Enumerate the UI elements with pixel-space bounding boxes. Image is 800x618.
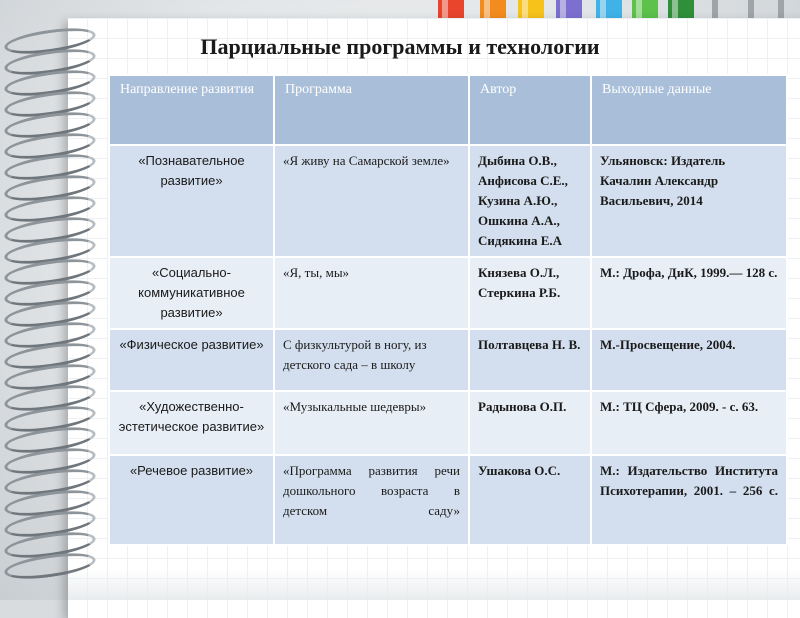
cell-publication: Ульяновск: Издатель Качалин Александр Васильевич, 2014 [591, 145, 787, 257]
page-title: Парциальные программы и технологии [200, 34, 600, 59]
cell-direction: «Социально-коммуникативное развитие» [109, 257, 274, 329]
cell-author: Полтавцева Н. В. [469, 329, 591, 391]
cell-publication: М.-Просвещение, 2004. [591, 329, 787, 391]
cell-author: Князева О.Л., Стеркина Р.Б. [469, 257, 591, 329]
cell-direction: «Художественно-эстетическое развитие» [109, 391, 274, 455]
cell-author: Ушакова О.С. [469, 455, 591, 545]
header-author: Автор [469, 75, 591, 145]
cell-program: «Я, ты, мы» [274, 257, 469, 329]
notebook-spiral [0, 30, 90, 590]
cell-direction: «Познавательное развитие» [109, 145, 274, 257]
cell-program: «Программа развития речи дошкольного возраста в детском саду» [274, 455, 469, 545]
cell-direction: «Физическое развитие» [109, 329, 274, 391]
sheet-bottom-fade [68, 570, 800, 600]
cell-program: «Я живу на Самарской земле» [274, 145, 469, 257]
cell-author: Дыбина О.В., Анфисова С.Е., Кузина А.Ю., Ошкина А.А., Сидякина Е.А [469, 145, 591, 257]
cell-publication: М.: Издательство Института Психотерапии, 2001. – 256 с. [591, 455, 787, 545]
table-row [109, 329, 787, 391]
cell-program: С физкультурой в ногу, из детского сада – в школу [274, 329, 469, 391]
cell-publication: М.: Дрофа, ДиК, 1999.— 128 с. [591, 257, 787, 329]
cell-direction: «Речевое развитие» [109, 455, 274, 545]
cell-program: «Музыкальные шедевры» [274, 391, 469, 455]
cell-publication: М.: ТЦ Сфера, 2009. - с. 63. [591, 391, 787, 455]
table-row [109, 455, 787, 545]
programs-table [108, 74, 788, 546]
table-header-row [109, 75, 787, 145]
header-program: Программа [274, 75, 469, 145]
table-row [109, 145, 787, 257]
header-publication: Выходные данные [591, 75, 787, 145]
table-row [109, 257, 787, 329]
cell-author: Радынова О.П. [469, 391, 591, 455]
header-direction: Направление развития [109, 75, 274, 145]
table-row [109, 391, 787, 455]
